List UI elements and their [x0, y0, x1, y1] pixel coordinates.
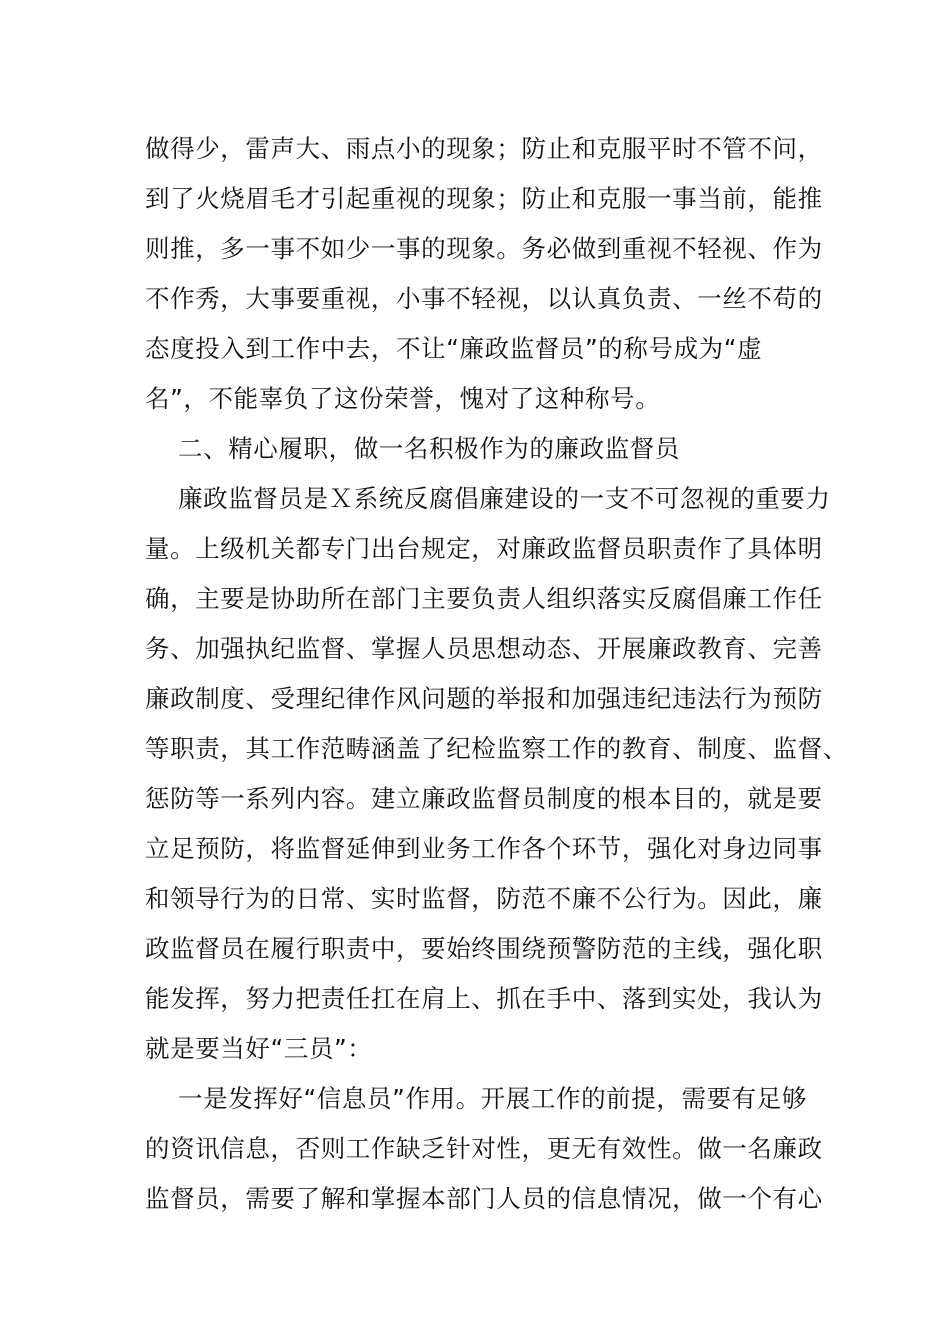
- section-heading: 二、精心履职，做一名积极作为的廉政监督员: [178, 434, 680, 463]
- text-line: 名”，不能辜负了这份荣誉，愧对了这种称号。: [145, 384, 661, 413]
- text-line: 政监督员在履行职责中，要始终围绕预警防范的主线，强化职: [145, 934, 823, 963]
- text-line: 能发挥，努力把责任扛在肩上、抓在手中、落到实处，我认为: [145, 984, 823, 1013]
- text-line: 不作秀，大事要重视，小事不轻视，以认真负责、一丝不苟的: [145, 284, 823, 313]
- text-line: 监督员，需要了解和掌握本部门人员的信息情况，做一个有心: [145, 1184, 823, 1213]
- text-line: 一是发挥好“信息员”作用。开展工作的前提，需要有足够: [178, 1084, 807, 1113]
- text-line: 廉政制度、受理纪律作风问题的举报和加强违纪违法行为预防: [145, 684, 823, 713]
- text-line: 务、加强执纪监督、掌握人员思想动态、开展廉政教育、完善: [145, 634, 823, 663]
- text-line: 和领导行为的日常、实时监督，防范不廉不公行为。因此，廉: [145, 884, 823, 913]
- text-line: 到了火烧眉毛才引起重视的现象；防止和克服一事当前，能推: [145, 184, 823, 213]
- text-line: 立足预防，将监督延伸到业务工作各个环节，强化对身边同事: [145, 834, 823, 863]
- text-line: 确，主要是协助所在部门主要负责人组织落实反腐倡廉工作任: [145, 584, 823, 613]
- text-line: 就是要当好“三员”：: [145, 1034, 373, 1063]
- text-line: 做得少，雷声大、雨点小的现象；防止和克服平时不管不问，: [145, 134, 823, 163]
- text-line: 的资讯信息，否则工作缺乏针对性，更无有效性。做一名廉政: [145, 1134, 823, 1163]
- text-line: 态度投入到工作中去，不让“廉政监督员”的称号成为“虚: [145, 334, 763, 363]
- text-line: 惩防等一系列内容。建立廉政监督员制度的根本目的，就是要: [145, 784, 823, 813]
- text-line: 则推，多一事不如少一事的现象。务必做到重视不轻视、作为: [145, 234, 823, 263]
- text-line: 等职责，其工作范畴涵盖了纪检监察工作的教育、制度、监督、: [145, 734, 848, 763]
- text-line: 廉政监督员是Ｘ系统反腐倡廉建设的一支不可忽视的重要力: [178, 484, 831, 513]
- text-line: 量。上级机关都专门出台规定，对廉政监督员职责作了具体明: [145, 534, 823, 563]
